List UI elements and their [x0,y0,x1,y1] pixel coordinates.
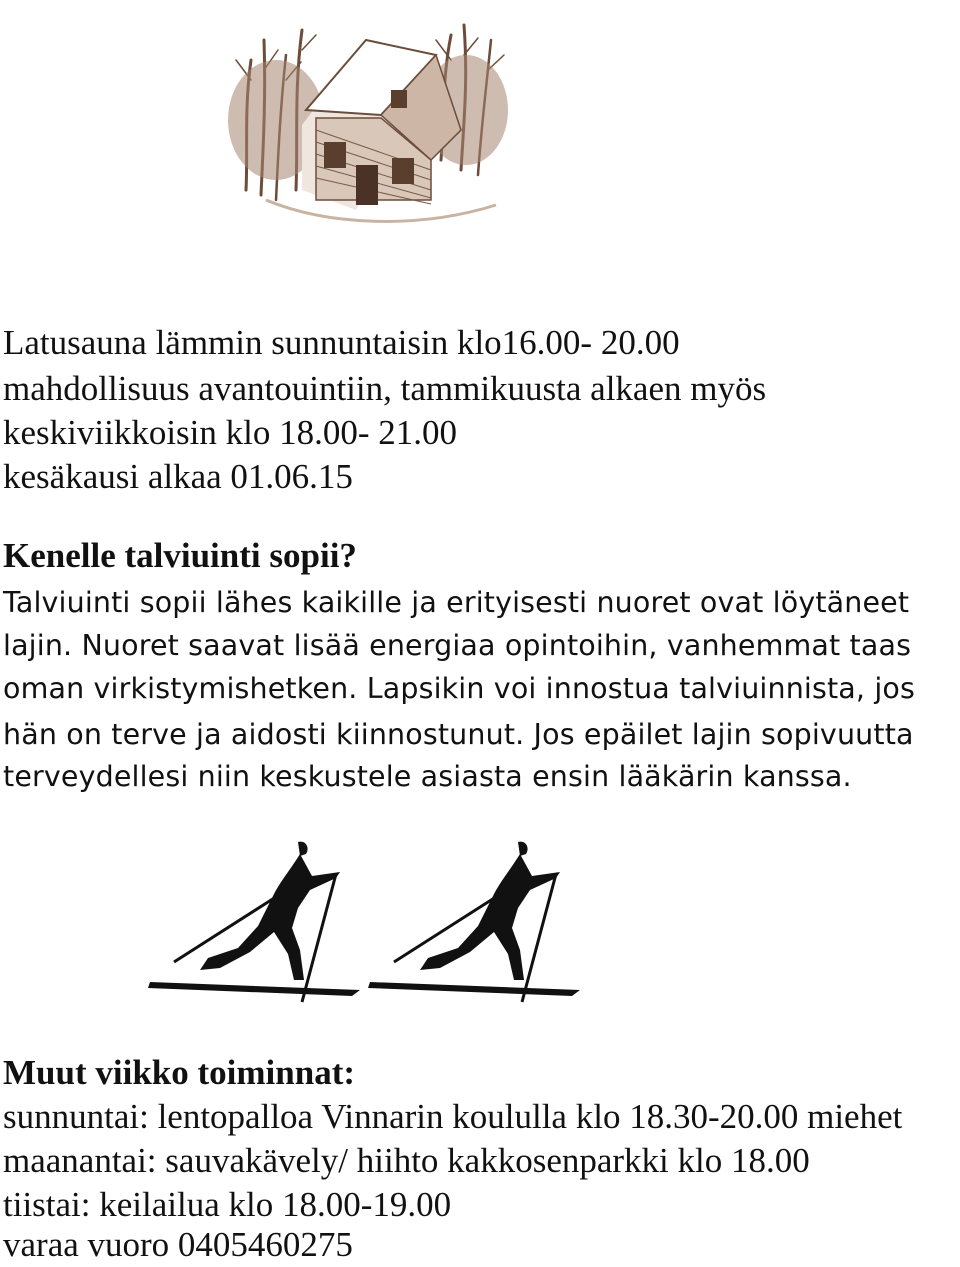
who-paragraph-line: terveydellesi niin keskustele asiasta ensin lääkärin kanssa. [3,760,852,793]
weekly-activity-line: maanantai: sauvakävely/ hiihto kakkosenparkki klo 18.00 [3,1141,810,1180]
hours-line: kesäkausi alkaa 01.06.15 [3,457,353,496]
who-paragraph-line: Talviuinti sopii lähes kaikille ja erityisesti nuoret ovat löytäneet [3,586,910,619]
weekly-activity-line: varaa vuoro 0405460275 [3,1225,353,1264]
who-paragraph-line: oman virkistymishetken. Lapsikin voi innostua talviuinnista, jos [3,672,915,705]
who-paragraph-line: hän on terve ja aidosti kiinnostunut. Jos epäilet lajin sopivuutta [3,718,914,751]
cabin-illustration [206,0,518,232]
weekly-heading: Muut viikko toiminnat: [3,1053,355,1092]
skier-right [368,842,580,1002]
hours-line: keskiviikkoisin klo 18.00- 21.00 [3,413,458,452]
skier-left [148,842,360,1002]
weekly-activity-line: tiistai: keilailua klo 18.00-19.00 [3,1185,452,1224]
who-paragraph-line: lajin. Nuoret saavat lisää energiaa opintoihin, vanhemmat taas [3,629,912,662]
house [302,40,461,210]
hours-line: Latusauna lämmin sunnuntaisin klo16.00- 20.00 [3,323,680,362]
skiers-illustration [140,830,590,1010]
weekly-activity-line: sunnuntai: lentopalloa Vinnarin koululla klo 18.30-20.00 miehet [3,1097,903,1136]
who-heading: Kenelle talviuinti sopii? [3,536,357,575]
snow-ground [266,200,496,221]
hours-line: mahdollisuus avantouintiin, tammikuusta alkaen myös [3,369,767,408]
